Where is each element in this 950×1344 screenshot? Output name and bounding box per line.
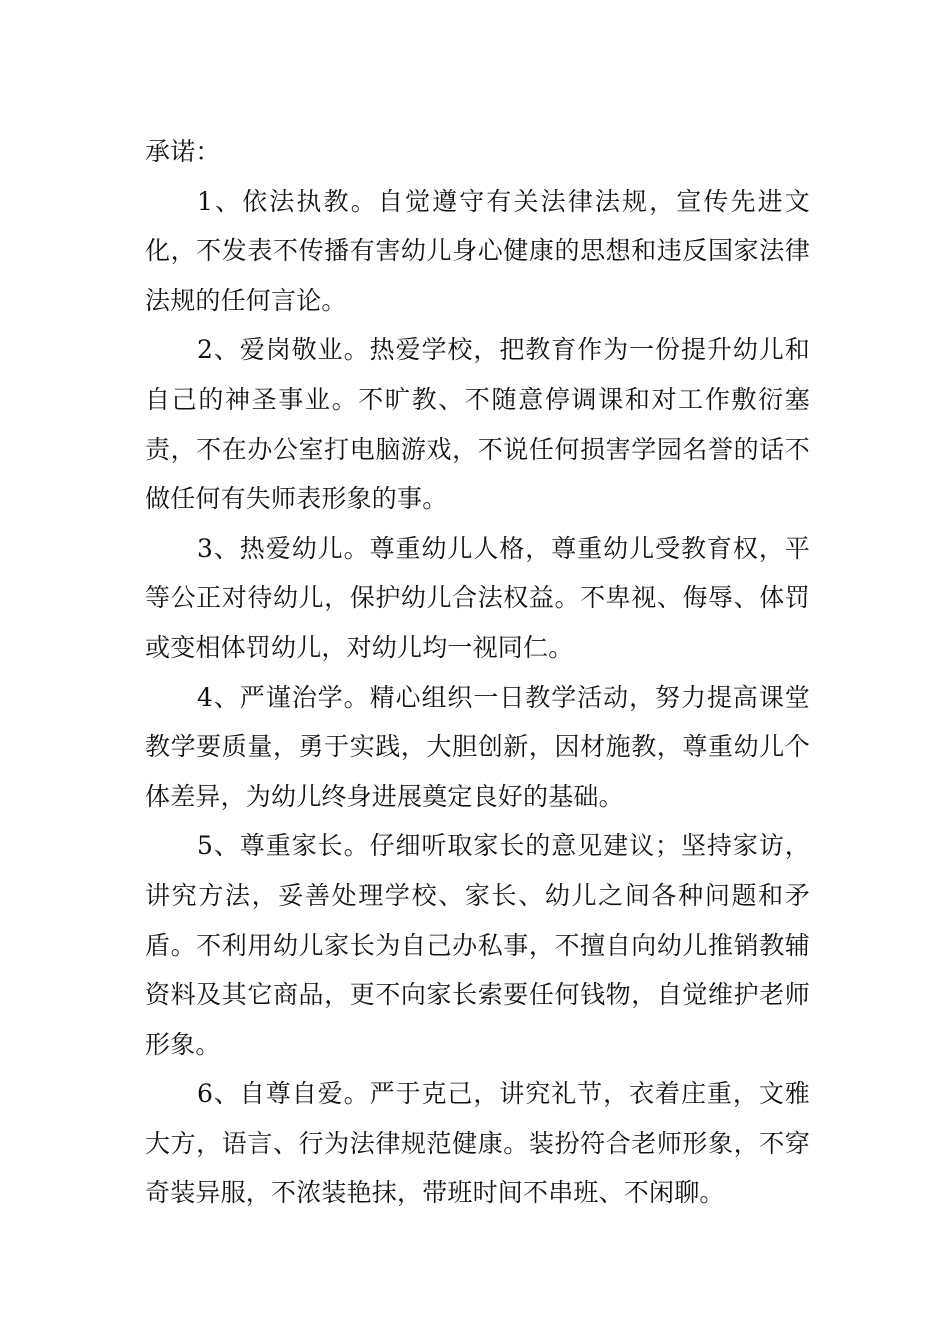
document-body <box>145 127 810 1218</box>
commitment-item-2: 2、爱岗敬业。热爱学校，把教育作为一份提升幼儿和自己的神圣事业。不旷教、不随意停调课和对工作敷衍塞责，不在办公室打电脑游戏，不说任何损害学园名誉的话不做任何有失师表形象的事。 <box>145 335 810 514</box>
commitment-heading: 承诺： <box>145 137 221 166</box>
commitment-item-5: 5、尊重家长。仔细听取家长的意见建议；坚持家访，讲究方法，妥善处理学校、家长、幼儿之间各种问题和矛盾。不利用幼儿家长为自己办私事，不擅自向幼儿推销教辅资料及其它商品，更不向家长索要任何钱物，自觉维护老师形象。 <box>145 831 810 1059</box>
commitment-item-6: 6、自尊自爱。严于克己，讲究礼节，衣着庄重，文雅大方，语言、行为法律规范健康。装扮符合老师形象，不穿奇装异服，不浓装艳抹，带班时间不串班、不闲聊。 <box>145 1079 810 1208</box>
commitment-item-4: 4、严谨治学。精心组织一日教学活动，努力提高课堂教学要质量，勇于实践，大胆创新，因材施教，尊重幼儿个体差异，为幼儿终身进展奠定良好的基础。 <box>145 682 810 811</box>
commitment-item-3: 3、热爱幼儿。尊重幼儿人格，尊重幼儿受教育权，平等公正对待幼儿，保护幼儿合法权益。不卑视、侮辱、体罚或变相体罚幼儿，对幼儿均一视同仁。 <box>145 533 810 662</box>
commitment-item-1: 1、依法执教。自觉遵守有关法律法规，宣传先进文化，不发表不传播有害幼儿身心健康的思想和违反国家法律法规的任何言论。 <box>145 186 810 315</box>
